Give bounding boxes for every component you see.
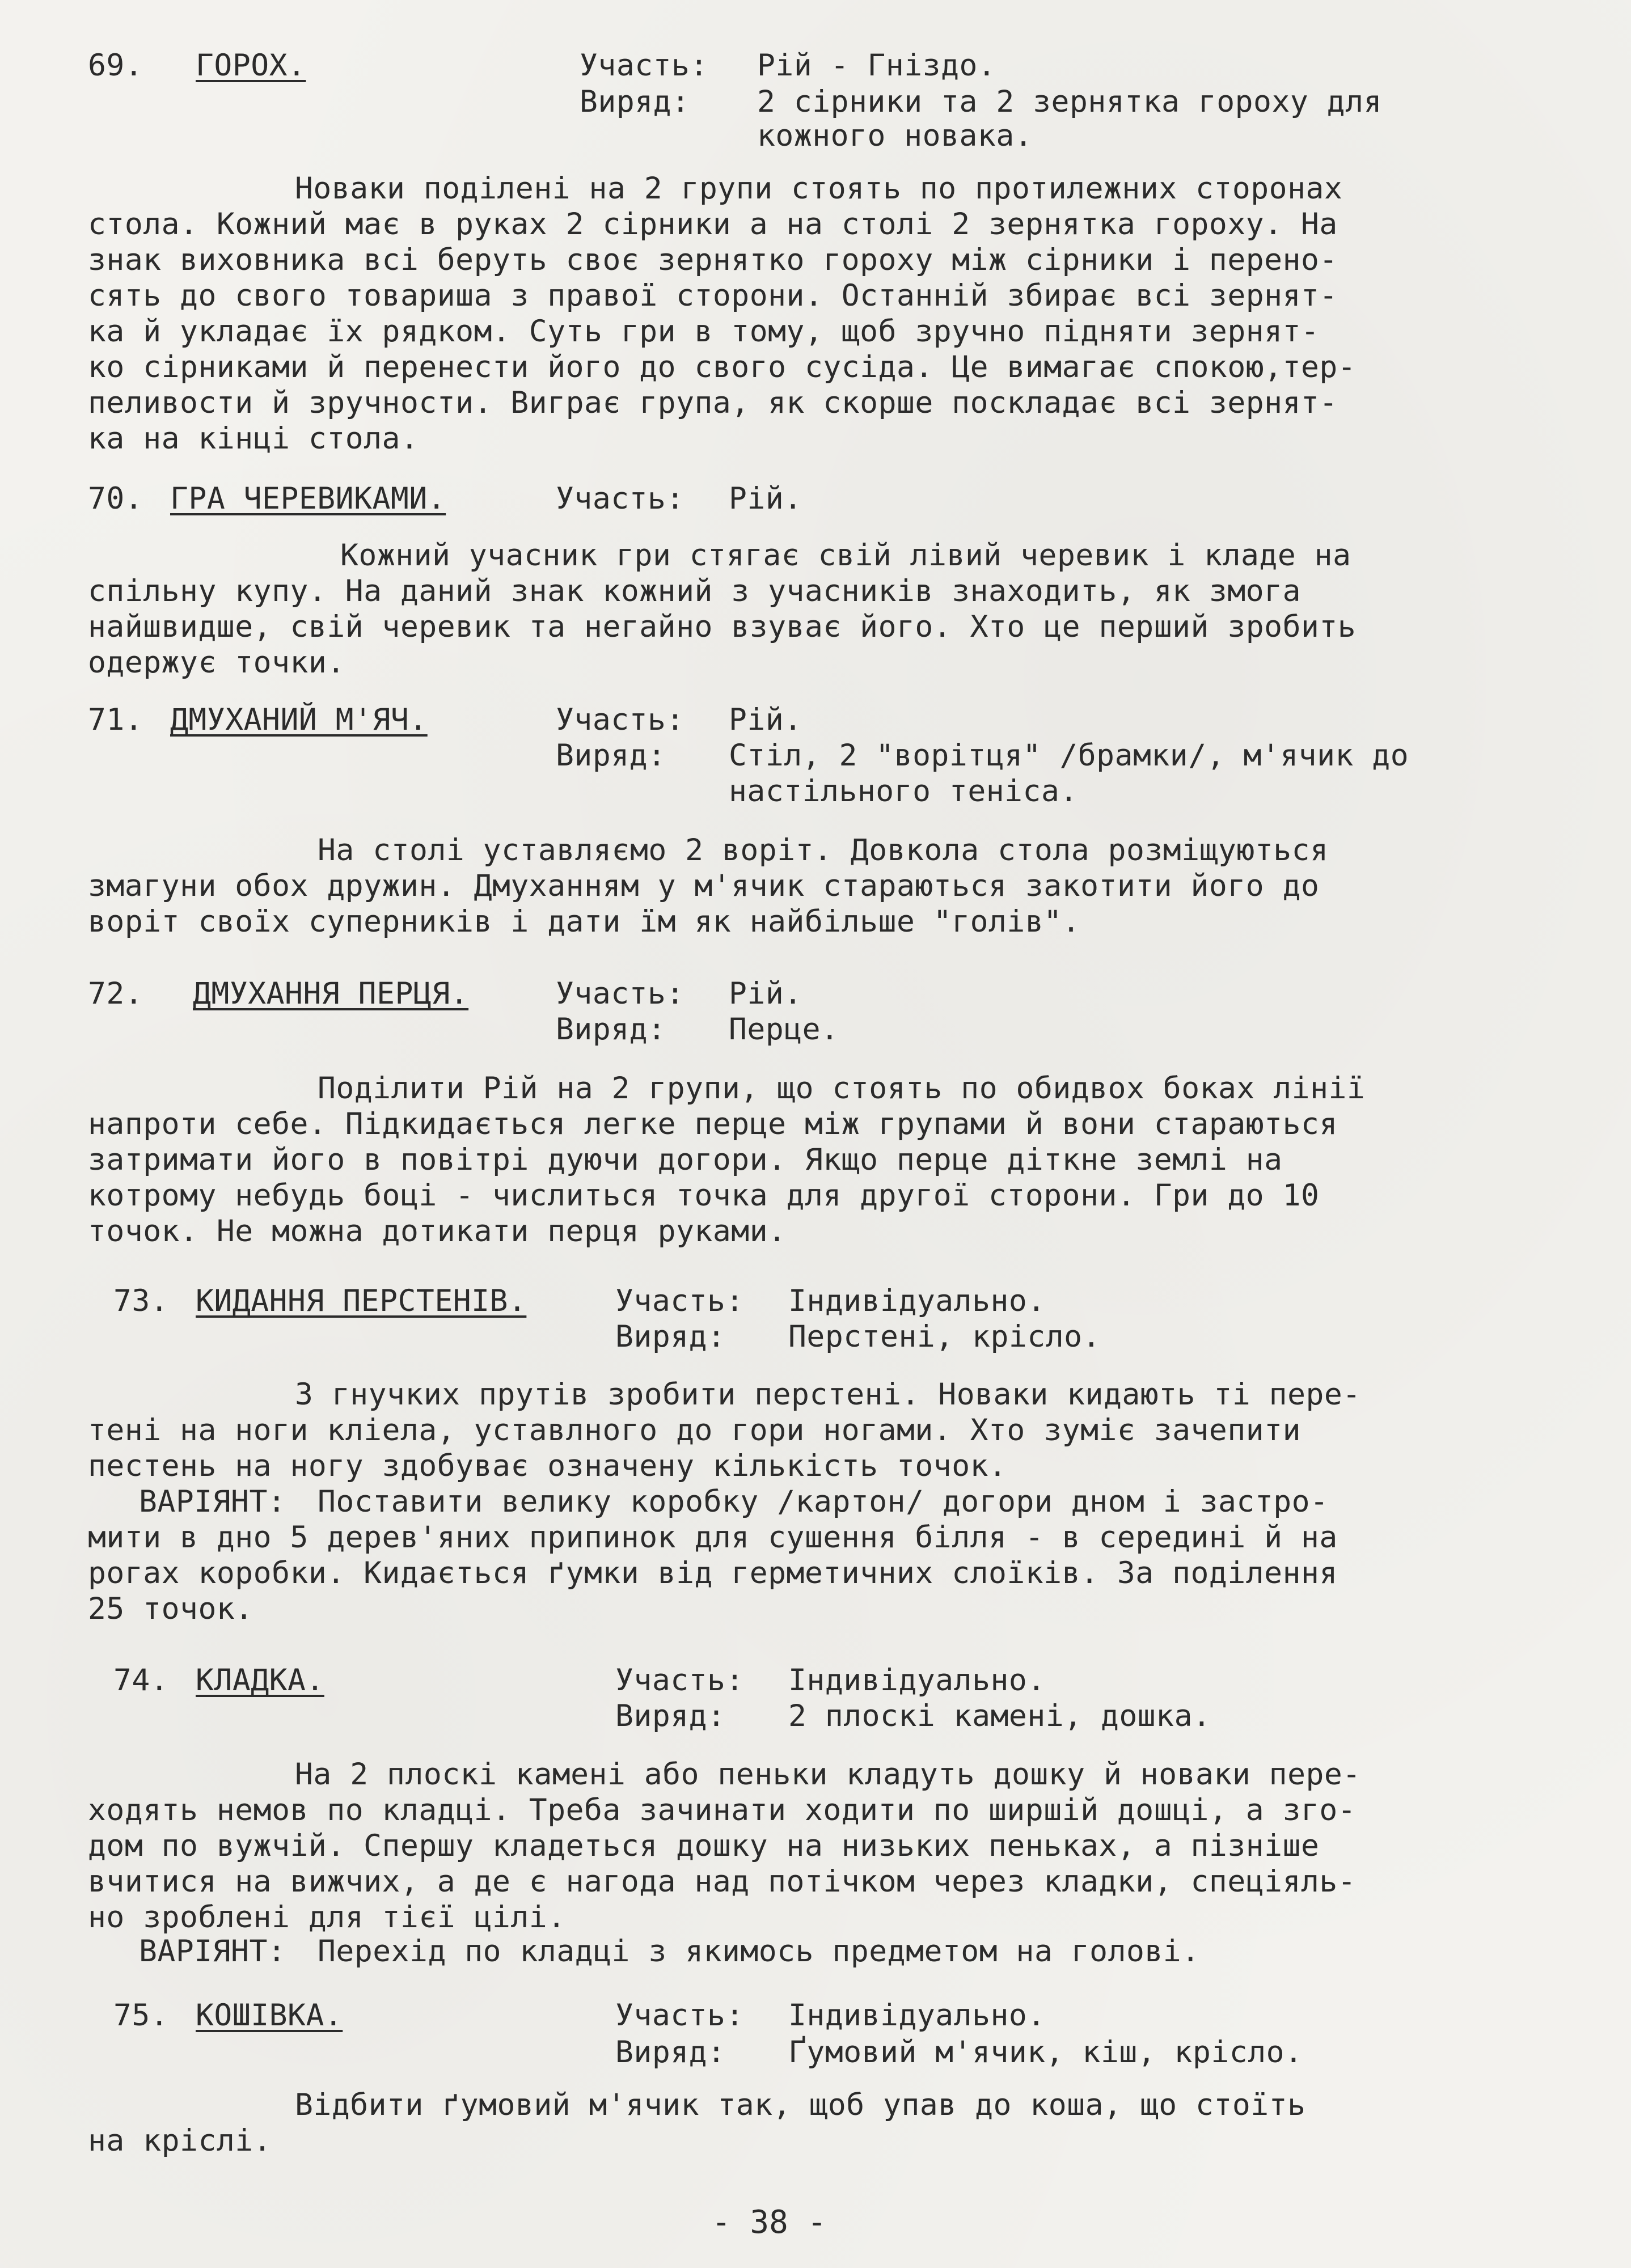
body-line: тені на ноги кліела, уставлного до гори ногами. Хто зуміє зачепити: [88, 1413, 1301, 1448]
body-line: на кріслі.: [88, 2123, 272, 2158]
body-line: сять до свого товариша з правої сторони. Останній збирає всі зернят-: [88, 278, 1338, 313]
body-line: З гнучких прутів зробити перстені. Новаки кидають ті пере-: [295, 1377, 1361, 1412]
body-line: затримати його в повітрі дуючи догори. Якщо перце діткне землі на: [88, 1143, 1283, 1177]
equipment-line: Стіл, 2 "ворітця" /брамки/, м'ячик до: [729, 738, 1409, 773]
equipment-label: Виряд:: [615, 2035, 726, 2070]
entry-title: КЛАДКА.: [196, 1663, 324, 1698]
entry-title: ДМУХАНИЙ М'ЯЧ.: [170, 703, 428, 737]
body-line: Відбити ґумовий м'ячик так, щоб упав до коша, що стоїть: [295, 2088, 1306, 2122]
body-line: На 2 плоскі камені або пеньки кладуть дошку й новаки пере-: [295, 1757, 1361, 1792]
participants-label: Участь:: [615, 1998, 744, 2033]
participants-value: Рій - Гніздо.: [757, 48, 996, 83]
body-line: стола. Кожний має в руках 2 сірники а на столі 2 зернятка гороху. На: [88, 207, 1338, 242]
equipment-line: кожного новака.: [757, 119, 1033, 153]
variant-line: мити в дно 5 дерев'яних припинок для сушення білля - в середині й на: [88, 1520, 1338, 1555]
entry-title: КИДАННЯ ПЕРСТЕНІВ.: [196, 1284, 527, 1318]
variant-label: ВАРІЯНТ:: [139, 1934, 286, 1969]
body-line: воріт своїх суперників і дати їм як найбільше "голів".: [88, 904, 1081, 939]
body-line: Новаки поділені на 2 групи стоять по протилежних сторонах: [295, 171, 1343, 206]
variant-line: рогах коробки. Кидається ґумки від герметичних слоїків. За поділення: [88, 1556, 1338, 1590]
participants-value: Рій.: [729, 481, 802, 516]
variant-line: 25 точок.: [88, 1592, 253, 1626]
body-line: Поділити Рій на 2 групи, що стоять по обидвох боках лінії: [318, 1071, 1366, 1106]
equipment-label: Виряд:: [615, 1699, 726, 1733]
equipment-line: Перстені, крісло.: [788, 1319, 1101, 1354]
body-line: ка на кінці стола.: [88, 421, 419, 456]
equipment-label: Виряд:: [580, 84, 690, 119]
participants-value: Рій.: [729, 703, 802, 737]
body-line: знак виховника всі беруть своє зернятко гороху між сірники і перено-: [88, 243, 1338, 277]
variant-line: Поставити велику коробку /картон/ догори дном і застро-: [318, 1484, 1329, 1519]
body-line: одержує точки.: [88, 645, 345, 680]
body-line: спільну купу. На даний знак кожний з учасників знаходить, як змога: [88, 574, 1301, 608]
equipment-line: Перце.: [729, 1012, 839, 1047]
participants-label: Участь:: [615, 1284, 744, 1318]
entry-number: 69.: [88, 48, 143, 83]
equipment-label: Виряд:: [556, 1012, 666, 1047]
entry-number: 73.: [113, 1284, 169, 1318]
body-line: но зроблені для тієї цілі.: [88, 1900, 566, 1935]
body-line: дом по вужчій. Спершу кладеться дошку на низьких пеньках, а пізніше: [88, 1829, 1320, 1863]
body-line: пеливости й зручности. Виграє група, як скорше поскладає всі зернят-: [88, 386, 1338, 420]
equipment-label: Виряд:: [556, 738, 666, 773]
entry-number: 74.: [113, 1663, 169, 1698]
equipment-line: Ґумовий м'ячик, кіш, крісло.: [788, 2035, 1303, 2070]
entry-number: 75.: [113, 1998, 169, 2033]
equipment-line: настільного теніса.: [729, 774, 1078, 809]
participants-label: Участь:: [580, 48, 708, 83]
entry-number: 70.: [88, 481, 143, 516]
variant-label: ВАРІЯНТ:: [139, 1484, 286, 1519]
participants-value: Індивідуально.: [788, 1284, 1046, 1318]
participants-label: Участь:: [556, 976, 684, 1011]
participants-value: Індивідуально.: [788, 1663, 1046, 1698]
equipment-line: 2 плоскі камені, дошка.: [788, 1699, 1211, 1733]
entry-title: КОШІВКА.: [196, 1998, 343, 2033]
equipment-line: 2 сірники та 2 зернятка гороху для: [757, 84, 1382, 119]
entry-number: 71.: [88, 703, 143, 737]
entry-number: 72.: [88, 976, 143, 1011]
body-line: На столі уставляємо 2 воріт. Довкола стола розміщуються: [318, 833, 1329, 868]
page-number: - 38 -: [712, 2204, 827, 2241]
body-line: ка й укладає їх рядком. Суть гри в тому, щоб зручно підняти зернят-: [88, 314, 1320, 349]
body-line: котрому небудь боці - числиться точка для другої сторони. Гри до 10: [88, 1178, 1320, 1213]
equipment-label: Виряд:: [615, 1319, 726, 1354]
participants-value: Індивідуально.: [788, 1998, 1046, 2033]
body-line: ходять немов по кладці. Треба зачинати ходити по ширшій дошці, а зго-: [88, 1793, 1357, 1827]
participants-label: Участь:: [615, 1663, 744, 1698]
body-line: точок. Не можна дотикати перця руками.: [88, 1214, 787, 1249]
body-line: найшвидше, свій черевик та негайно взуває його. Хто це перший зробить: [88, 610, 1357, 644]
body-line: пестень на ногу здобуває означену кількість точок.: [88, 1449, 1007, 1483]
participants-value: Рій.: [729, 976, 802, 1011]
entry-title: ДМУХАННЯ ПЕРЦЯ.: [193, 976, 469, 1011]
body-line: Кожний учасник гри стягає свій лівий черевик і кладе на: [340, 538, 1351, 573]
body-line: напроти себе. Підкидається легке перце між групами й вони стараються: [88, 1107, 1338, 1141]
variant-line: Перехід по кладці з якимось предметом на голові.: [318, 1934, 1200, 1969]
entry-title: ГРА ЧЕРЕВИКАМИ.: [170, 481, 446, 516]
participants-label: Участь:: [556, 481, 684, 516]
body-line: ко сірниками й перенести його до свого сусіда. Це вимагає спокою,тер-: [88, 350, 1357, 384]
entry-title: ГОРОХ.: [196, 48, 306, 83]
participants-label: Участь:: [556, 703, 684, 737]
body-line: змагуни обох дружин. Дмуханням у м'ячик стараються закотити його до: [88, 869, 1320, 903]
body-line: вчитися на вижчих, а де є нагода над потічком через кладки, спеціяль-: [88, 1864, 1357, 1899]
